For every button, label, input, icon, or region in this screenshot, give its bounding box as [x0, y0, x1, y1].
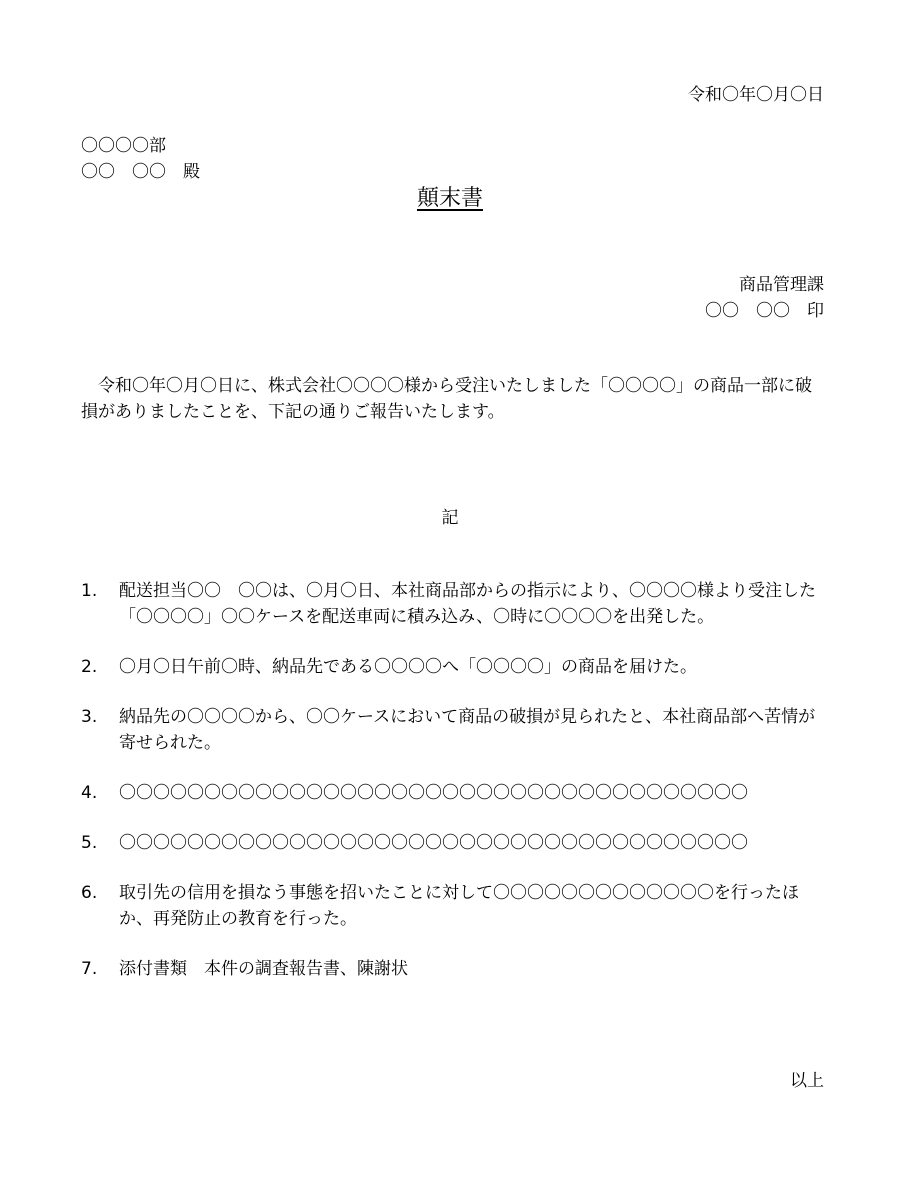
item-text: 〇月〇日午前〇時、納品先である〇〇〇〇へ「〇〇〇〇」の商品を届けた。 [119, 657, 697, 677]
recipient-department: 〇〇〇〇部 [81, 136, 166, 156]
list-item [81, 704, 826, 756]
item-number: 1. [81, 581, 98, 601]
list-item [81, 780, 826, 806]
item-number: 2. [81, 657, 98, 677]
list-item [81, 654, 826, 680]
item-text: 取引先の信用を損なう事態を招いたことに対して〇〇〇〇〇〇〇〇〇〇〇〇〇を行ったほか、再発防止の教育を行った。 [119, 883, 799, 929]
item-number: 6. [81, 883, 98, 903]
ki-heading: 記 [441, 508, 459, 528]
document-title: 顛末書 [416, 186, 483, 211]
list-item [81, 880, 826, 932]
intro-paragraph: 令和〇年〇月〇日に、株式会社〇〇〇〇様から受注いたしました「〇〇〇〇」の商品一部に破損がありましたことを、下記の通りご報告いたします。 [81, 376, 812, 422]
item-text: 〇〇〇〇〇〇〇〇〇〇〇〇〇〇〇〇〇〇〇〇〇〇〇〇〇〇〇〇〇〇〇〇〇〇〇〇〇 [119, 833, 748, 853]
list-item [81, 830, 826, 856]
recipient-name: 〇〇 〇〇 殿 [81, 162, 200, 182]
item-text: 〇〇〇〇〇〇〇〇〇〇〇〇〇〇〇〇〇〇〇〇〇〇〇〇〇〇〇〇〇〇〇〇〇〇〇〇〇 [119, 783, 748, 803]
item-number: 4. [81, 783, 98, 803]
item-number: 5. [81, 833, 98, 853]
closing-text: 以上 [790, 1071, 824, 1091]
item-text: 配送担当〇〇 〇〇は、〇月〇日、本社商品部からの指示により、〇〇〇〇様より受注した「〇〇〇〇」〇〇ケースを配送車両に積み込み、〇時に〇〇〇〇を出発した。 [119, 581, 816, 627]
document-date: 令和〇年〇月〇日 [688, 85, 824, 105]
item-text: 納品先の〇〇〇〇から、〇〇ケースにおいて商品の破損が見られたと、本社商品部へ苦情が寄せられた。 [119, 707, 816, 753]
item-number: 3. [81, 707, 98, 727]
list-item [81, 956, 826, 982]
sender-name: 〇〇 〇〇 印 [705, 301, 824, 321]
list-item [81, 578, 826, 630]
item-text: 添付書類 本件の調査報告書、陳謝状 [119, 959, 408, 979]
sender-department: 商品管理課 [739, 275, 824, 295]
report-items-list [81, 578, 826, 1006]
item-number: 7. [81, 959, 98, 979]
